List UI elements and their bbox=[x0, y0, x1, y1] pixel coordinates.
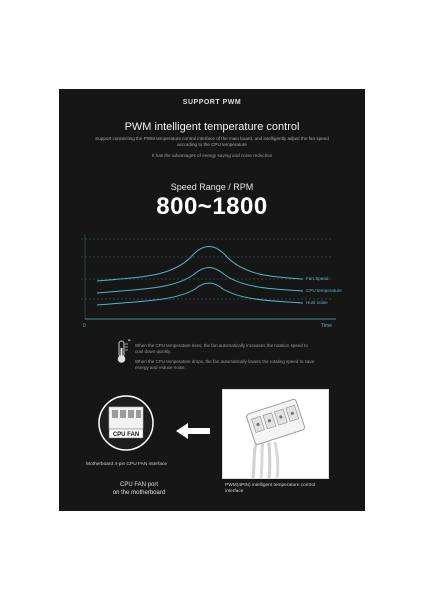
cpu-temperature-curve bbox=[97, 268, 303, 294]
cpu-fan-port-caption bbox=[99, 481, 179, 497]
support-heading: SUPPORT PWM bbox=[182, 99, 242, 106]
section-title: PWM intelligent temperature control bbox=[124, 121, 300, 133]
motherboard-interface-caption: Motherboard 4-pin CPU FAN interface bbox=[86, 462, 168, 467]
section-subtitle: Support connecting the PWM temperature control interface of the main board, and intelligently adjust the fan speed according to the CPU temperature bbox=[95, 136, 329, 147]
x-axis-origin: 0 bbox=[83, 323, 86, 329]
note-temperature-drop: When the CPU temperature drops, the fan automatically lowers the rotating speed to save energy and reduce noise. bbox=[135, 359, 315, 370]
speed-range-value: 800~1800 bbox=[156, 193, 268, 220]
thermometer-icon bbox=[113, 339, 133, 365]
note-temperature-rise: When the CPU temperature rises, the fan automatically increases the rotation speed to cool down quickly. bbox=[135, 343, 308, 354]
port-caption-line2: on the motherboard bbox=[112, 490, 166, 496]
host-noise-curve bbox=[97, 283, 303, 305]
product-panel bbox=[59, 89, 365, 511]
arrow-left-icon bbox=[176, 423, 212, 439]
cpu-fan-chip-label: CPU FAN bbox=[112, 432, 140, 438]
legend-host-noise: Host noise bbox=[306, 300, 328, 305]
legend-cpu-temperature: CPU temperature bbox=[306, 288, 342, 293]
x-axis-label: Time bbox=[321, 323, 332, 329]
advantages-text: It has the advantages of energy saving and noise reduction bbox=[151, 153, 273, 158]
pwm-cable-caption: PWM(4PIN) intelligent temperature control interface bbox=[225, 483, 316, 494]
fan-speed-curve bbox=[97, 247, 303, 282]
temperature-curve-chart bbox=[81, 231, 343, 331]
pwm-cable-image bbox=[222, 389, 329, 479]
speed-range-label: Speed Range / RPM bbox=[170, 182, 254, 192]
port-caption-line1: CPU FAN port bbox=[119, 482, 158, 488]
cpu-fan-connector-image bbox=[97, 395, 155, 451]
legend-fan-speed: Fan Speed bbox=[306, 276, 329, 281]
